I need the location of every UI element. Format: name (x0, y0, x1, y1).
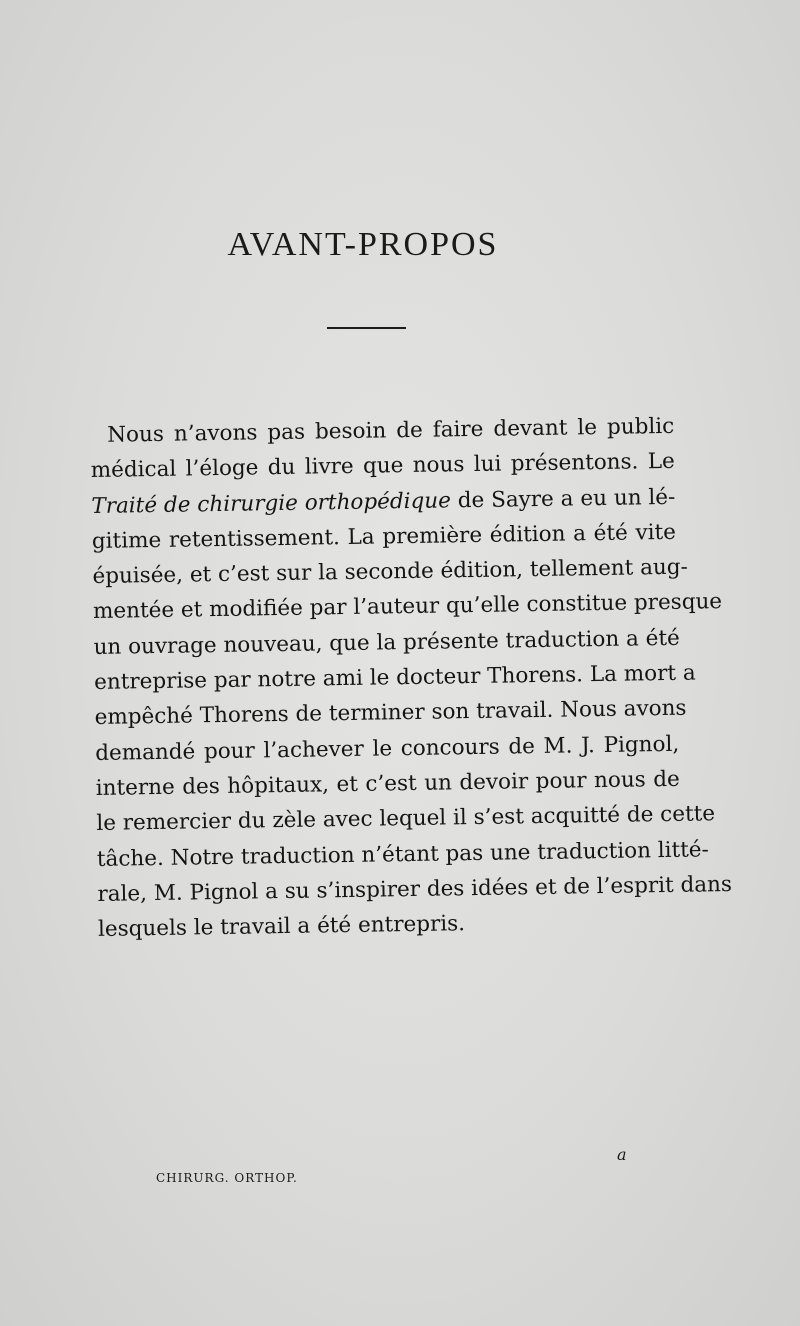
page-title: AVANT-PROPOS (227, 226, 499, 263)
text-line: lesquels le travail a été entrepris. (97, 911, 466, 943)
text-line: Traité de chirurgie orthopédique de Sayre a eu un lé- (91, 484, 676, 519)
text-line: interne des hôpitaux, et c’est un devoir pour nous de (95, 766, 680, 801)
preface-paragraph (90, 409, 733, 948)
title-rule (327, 327, 406, 329)
text-line: demandé pour l’achever le concours de M. J. Pignol, (95, 731, 680, 766)
text-line: un ouvrage nouveau, que la présente traduction a été (93, 625, 680, 660)
text-line: entreprise par notre ami le docteur Thorens. La mort a (93, 660, 696, 696)
text-line: tâche. Notre traduction n’étant pas une traduction litté- (96, 836, 709, 872)
text-line: rale, M. Pignol a su s’inspirer des idées et de l’esprit dans (97, 871, 733, 907)
signature-mark: a (617, 1145, 627, 1164)
text-line: épuisée, et c’est sur la seconde édition, tellement aug- (92, 554, 689, 590)
text-line: Nous n’avons pas besoin de faire devant le public (107, 413, 675, 448)
text-line: empêché Thorens de terminer son travail. Nous avons (94, 696, 687, 731)
text-line: mentée et modifiée par l’auteur qu’elle constitue presque (92, 589, 723, 625)
book-title-italic: Traité de chirurgie orthopédique (91, 487, 452, 519)
text-line: le remercier du zèle avec lequel il s’est acquitté de cette (96, 801, 716, 837)
text-line: médical l’éloge du livre que nous lui présentons. Le (90, 449, 675, 484)
text-line: gitime retentissement. La première édition a été vite (91, 519, 677, 554)
running-foot: CHIRURG. ORTHOP. (156, 1171, 298, 1185)
